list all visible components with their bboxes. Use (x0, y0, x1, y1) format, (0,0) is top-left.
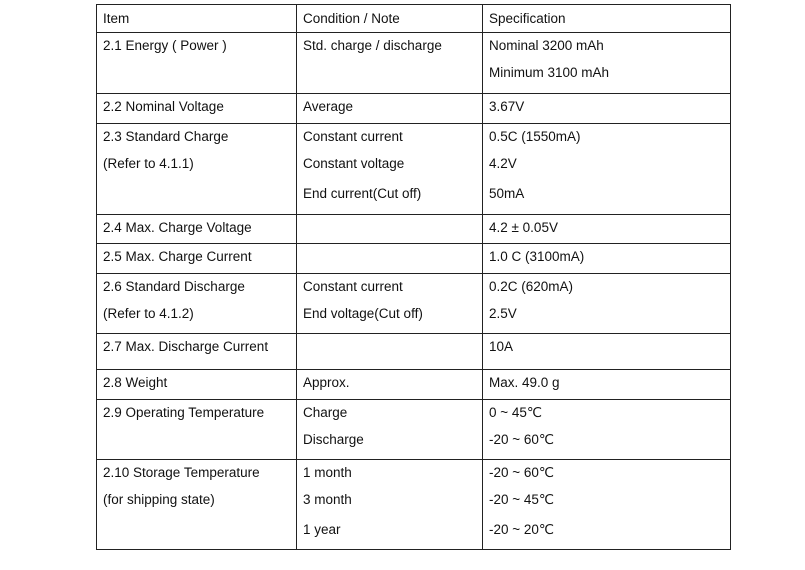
condition-line: Constant current (303, 279, 403, 294)
item-line: 2.7 Max. Discharge Current (103, 339, 269, 354)
table-row (97, 244, 731, 274)
condition-cell (297, 215, 483, 244)
specification-table (96, 4, 731, 550)
condition-line: 3 month (303, 492, 352, 507)
table-row (97, 33, 731, 94)
spec-cell (483, 94, 731, 124)
condition-cell (297, 274, 483, 334)
condition-line (303, 215, 476, 241)
table-row (97, 334, 731, 370)
spec-line: -20 ~ 60℃ (489, 432, 555, 447)
condition-line: End current(Cut off) (303, 186, 422, 201)
header-row (97, 5, 731, 33)
item-cell (97, 124, 297, 215)
spec-cell (483, 215, 731, 244)
spec-line: -20 ~ 20℃ (489, 522, 555, 537)
spec-line: 0.5C (1550mA) (489, 129, 581, 144)
spec-cell (483, 274, 731, 334)
spec-cell (483, 460, 731, 550)
spec-line: 0.2C (620mA) (489, 279, 574, 294)
item-line: (Refer to 4.1.1) (103, 156, 194, 171)
spec-cell (483, 244, 731, 274)
item-line: (for shipping state) (103, 492, 215, 507)
condition-line: Constant current (303, 129, 403, 144)
spec-cell (483, 33, 731, 94)
table-row (97, 124, 731, 215)
item-cell (97, 94, 297, 124)
condition-line: End voltage(Cut off) (303, 306, 423, 321)
spec-line: -20 ~ 45℃ (489, 492, 555, 507)
item-line: 2.3 Standard Charge (103, 129, 229, 144)
table-row (97, 460, 731, 550)
table-row (97, 94, 731, 124)
header-item: Item (97, 5, 297, 33)
spec-cell (483, 334, 731, 370)
item-line: 2.2 Nominal Voltage (103, 99, 224, 114)
spec-line: Nominal 3200 mAh (489, 38, 604, 53)
condition-line (303, 244, 476, 270)
spec-cell (483, 370, 731, 400)
item-line: (Refer to 4.1.2) (103, 306, 194, 321)
spec-line: Minimum 3100 mAh (489, 65, 610, 80)
condition-cell (297, 400, 483, 460)
item-line: 2.5 Max. Charge Current (103, 249, 252, 264)
table-row (97, 215, 731, 244)
spec-line: 4.2 ± 0.05V (489, 220, 558, 235)
condition-cell (297, 460, 483, 550)
condition-line: Charge (303, 405, 348, 420)
header-specification: Specification (483, 5, 731, 33)
item-cell (97, 274, 297, 334)
item-line: 2.6 Standard Discharge (103, 279, 245, 294)
spec-line: 50mA (489, 186, 525, 201)
item-line: 2.8 Weight (103, 375, 168, 390)
condition-line: 1 year (303, 522, 341, 537)
spec-line: -20 ~ 60℃ (489, 465, 555, 480)
spec-line: 4.2V (489, 156, 517, 171)
spec-cell (483, 400, 731, 460)
header-condition: Condition / Note (297, 5, 483, 33)
condition-line: Approx. (303, 375, 350, 390)
spec-line: 3.67V (489, 99, 525, 114)
spec-line: 0 ~ 45℃ (489, 405, 543, 420)
item-cell (97, 460, 297, 550)
table-row (97, 370, 731, 400)
item-line: 2.1 Energy ( Power ) (103, 38, 227, 53)
item-line: 2.10 Storage Temperature (103, 465, 260, 480)
item-cell (97, 215, 297, 244)
condition-line: 1 month (303, 465, 352, 480)
item-cell (97, 334, 297, 370)
spec-line: Max. 49.0 g (489, 375, 560, 390)
item-cell (97, 400, 297, 460)
item-cell (97, 244, 297, 274)
spec-line: 2.5V (489, 306, 517, 321)
item-cell (97, 370, 297, 400)
condition-line (303, 334, 476, 360)
condition-line: Std. charge / discharge (303, 38, 442, 53)
condition-cell (297, 94, 483, 124)
condition-cell (297, 124, 483, 215)
item-line: 2.9 Operating Temperature (103, 405, 265, 420)
condition-line: Constant voltage (303, 156, 405, 171)
condition-line: Average (303, 99, 354, 114)
table-row (97, 274, 731, 334)
spec-line: 1.0 C (3100mA) (489, 249, 585, 264)
spec-line: 10A (489, 339, 514, 354)
item-line: 2.4 Max. Charge Voltage (103, 220, 252, 235)
item-cell (97, 33, 297, 94)
condition-cell (297, 33, 483, 94)
table-row (97, 400, 731, 460)
condition-cell (297, 370, 483, 400)
condition-cell (297, 244, 483, 274)
condition-cell (297, 334, 483, 370)
condition-line: Discharge (303, 432, 364, 447)
spec-cell (483, 124, 731, 215)
